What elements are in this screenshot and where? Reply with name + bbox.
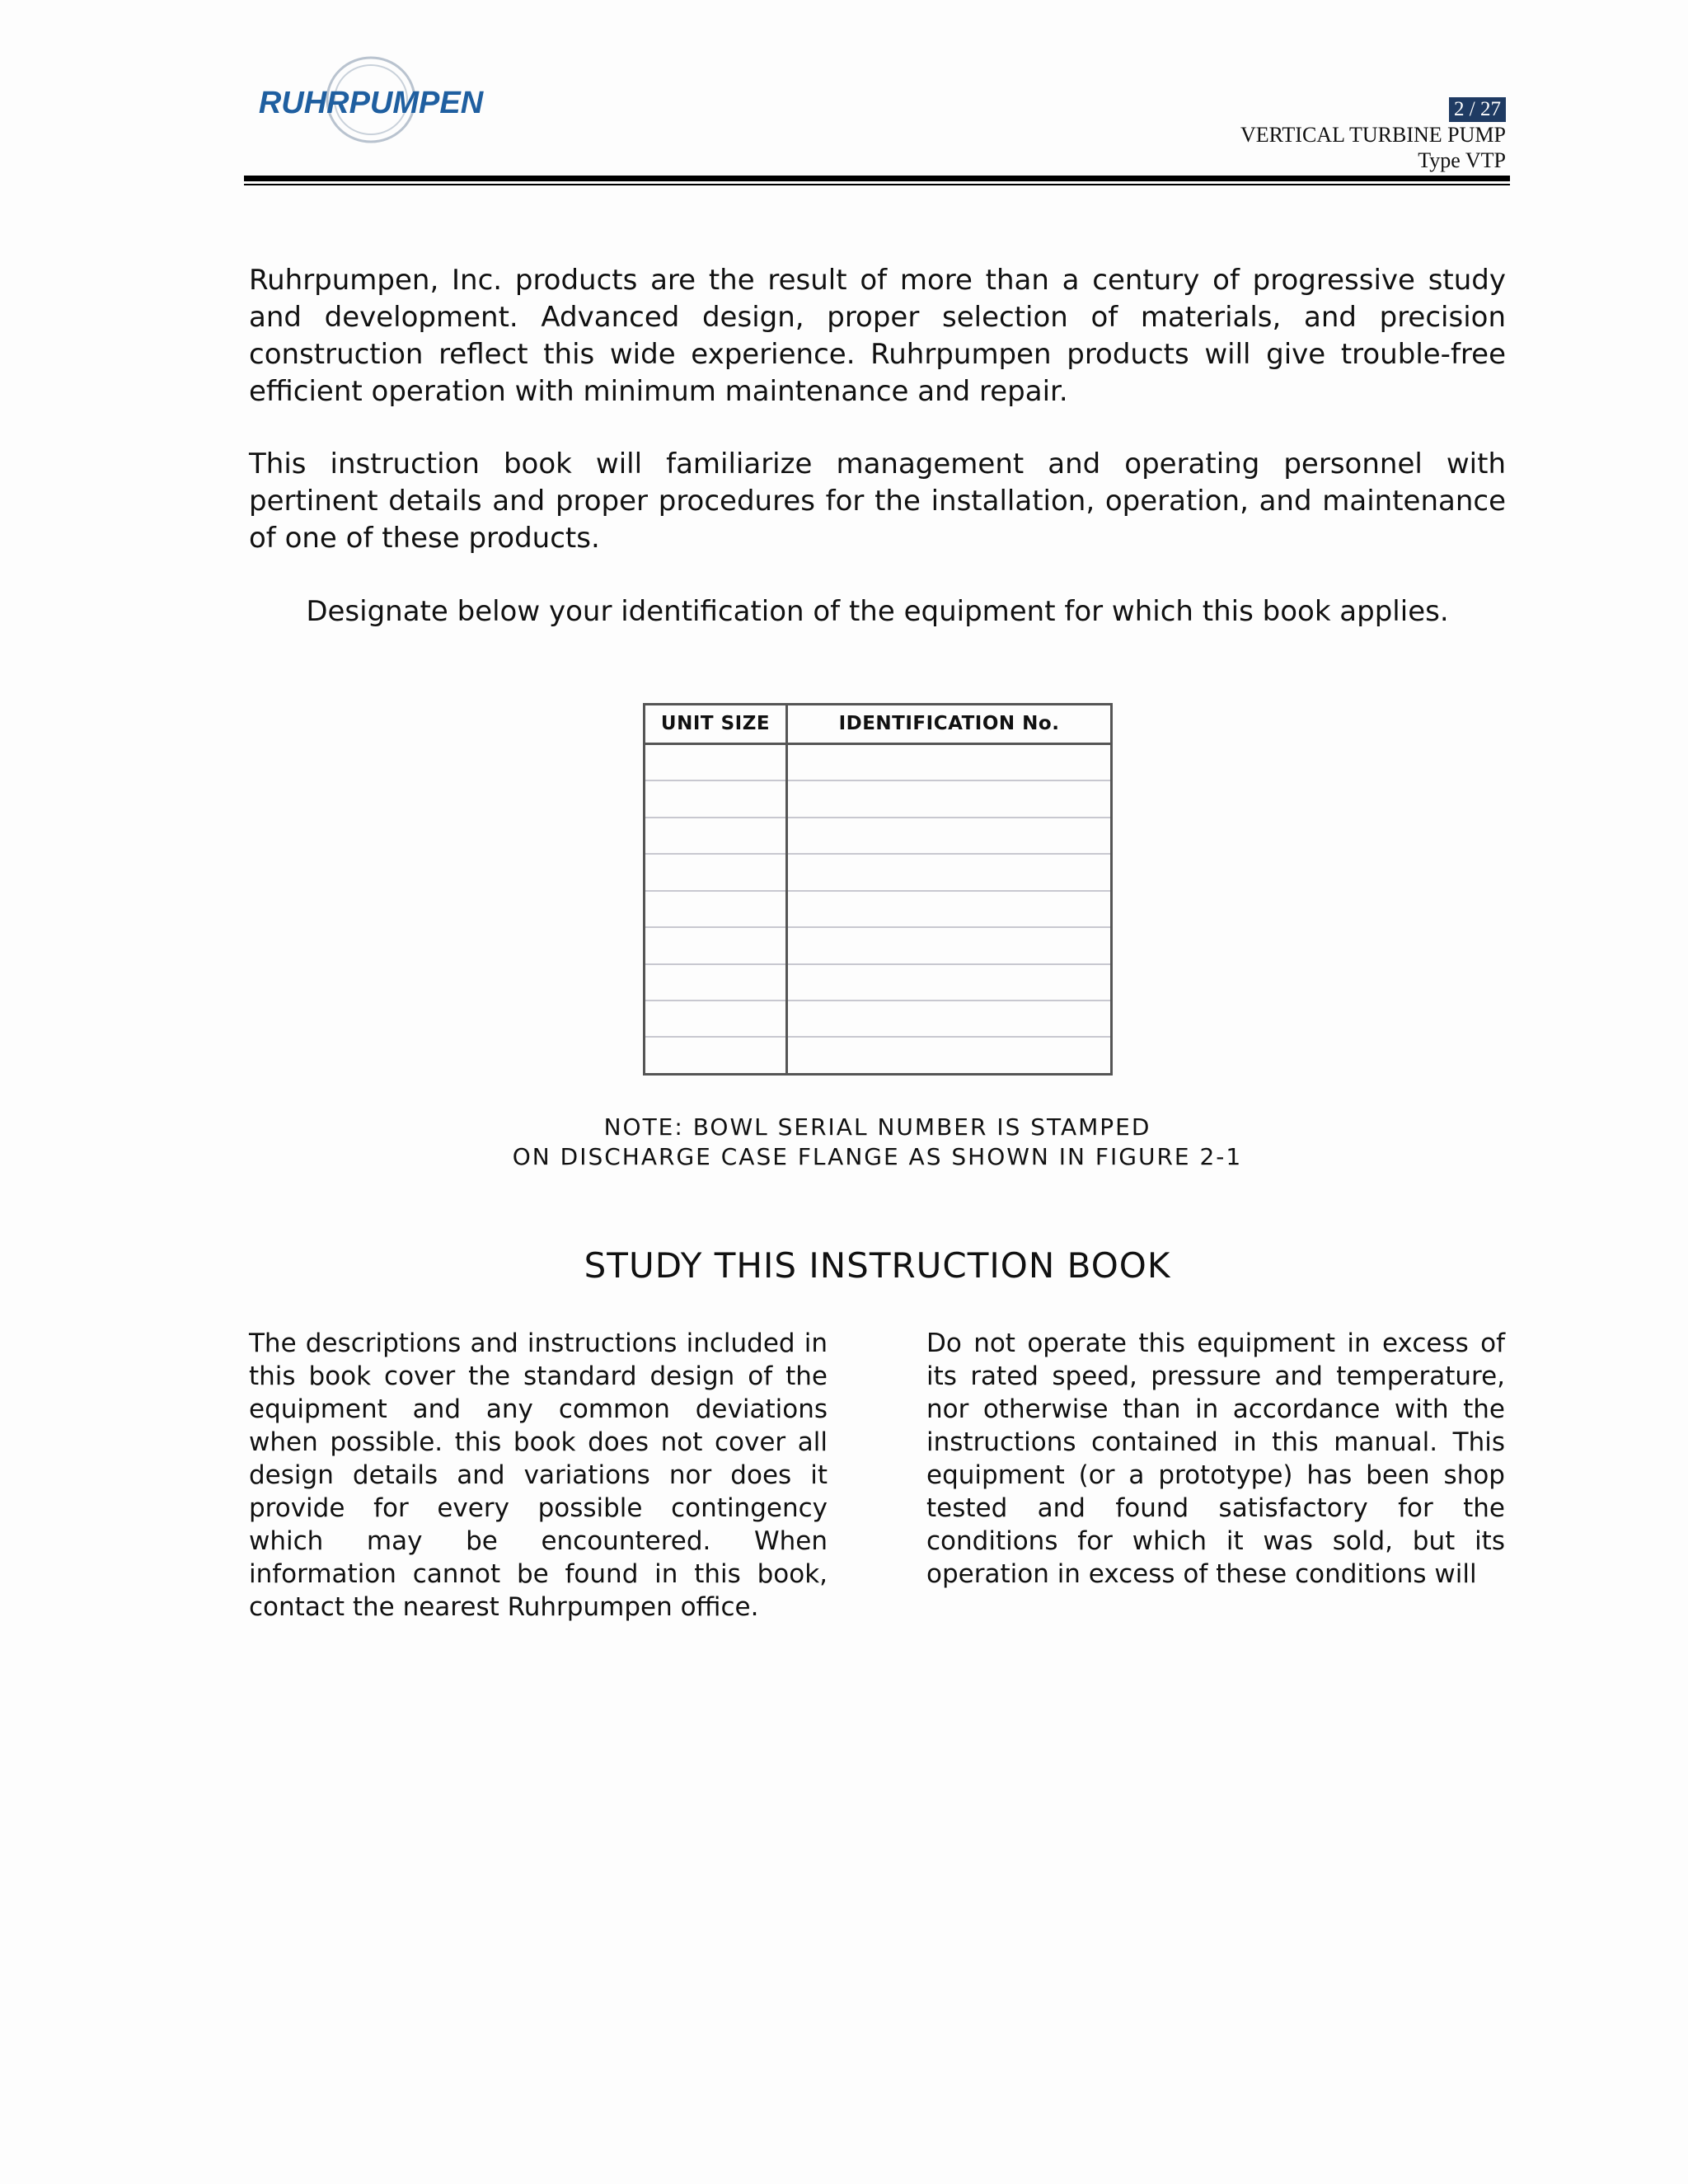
designate-instruction: Designate below your identification of the equipment for which this book applies.	[306, 595, 1449, 628]
identification-cell[interactable]	[787, 927, 1112, 963]
unit-size-header: UNIT SIZE	[645, 705, 787, 744]
table-row[interactable]	[645, 743, 1112, 780]
unit-size-cell[interactable]	[645, 891, 787, 927]
logo-graphic	[247, 51, 495, 148]
identification-cell[interactable]	[787, 818, 1112, 854]
unit-size-cell[interactable]	[645, 818, 787, 854]
table-row[interactable]	[645, 818, 1112, 854]
table-row[interactable]	[645, 1037, 1112, 1074]
header-rule-thick	[244, 176, 1510, 181]
identification-table	[643, 703, 1113, 1076]
table-row[interactable]	[645, 964, 1112, 1001]
identification-cell[interactable]	[787, 964, 1112, 1001]
header-rule-thin	[244, 184, 1510, 185]
study-right-column: Do not operate this equipment in excess of its rated speed, pressure and temperature, nor otherwise than in accordance with the instructions contained in this manual. This equipment (or a prototype) has been shop tested and found satisfactory for the conditions for which it was sold, but its operation in excess of these conditions will	[926, 1329, 1505, 1589]
identification-cell[interactable]	[787, 891, 1112, 927]
document-type: Type VTP	[1418, 148, 1506, 172]
identification-cell[interactable]	[787, 854, 1112, 890]
unit-size-cell[interactable]	[645, 854, 787, 890]
table-row[interactable]	[645, 780, 1112, 817]
table-header-row	[645, 705, 1112, 744]
identification-cell[interactable]	[787, 1001, 1112, 1037]
unit-size-cell[interactable]	[645, 964, 787, 1001]
note-line-2: ON DISCHARGE CASE FLANGE AS SHOWN IN FIGURE 2-1	[512, 1143, 1243, 1170]
ruhrpumpen-logo	[247, 51, 495, 148]
unit-size-cell[interactable]	[645, 743, 787, 780]
serial-number-note	[249, 1113, 1506, 1172]
logo-wordmark: RUHRPUMPEN	[258, 86, 484, 120]
intro-paragraph-1: Ruhrpumpen, Inc. products are the result of more than a century of progressive study and development. Advanced design, proper selection of materials, and precision construction reflect this wide experience. Ruhrpumpen products will give trouble-free efficient operation with minimum maintenance and repair.	[249, 264, 1506, 408]
identification-cell[interactable]	[787, 780, 1112, 817]
note-line-1: NOTE: BOWL SERIAL NUMBER IS STAMPED	[603, 1113, 1151, 1141]
unit-size-cell[interactable]	[645, 1001, 787, 1037]
unit-size-cell[interactable]	[645, 780, 787, 817]
document-title: VERTICAL TURBINE PUMP	[1240, 123, 1506, 147]
identification-cell[interactable]	[787, 1037, 1112, 1074]
table-row[interactable]	[645, 854, 1112, 890]
document-header	[1240, 96, 1506, 173]
identification-number-header: IDENTIFICATION No.	[787, 705, 1112, 744]
table-row[interactable]	[645, 927, 1112, 963]
unit-size-cell[interactable]	[645, 1037, 787, 1074]
unit-size-cell[interactable]	[645, 927, 787, 963]
intro-paragraph-2: This instruction book will familiarize management and operating personnel with pertinent details and proper procedures for the installation, operation, and maintenance of one of these products.	[249, 448, 1506, 555]
table-row[interactable]	[645, 1001, 1112, 1037]
study-left-column: The descriptions and instructions included in this book cover the standard design of the equipment and any common deviations when possible. this book does not cover all design details and variations nor does it provide for every possible contingency which may be encountered. When information cannot be found in this book, contact the nearest Ruhrpumpen office.	[249, 1329, 828, 1622]
page-indicator: 2 / 27	[1449, 97, 1506, 122]
table-row[interactable]	[645, 891, 1112, 927]
identification-cell[interactable]	[787, 743, 1112, 780]
section-title: STUDY THIS INSTRUCTION BOOK	[584, 1245, 1171, 1286]
